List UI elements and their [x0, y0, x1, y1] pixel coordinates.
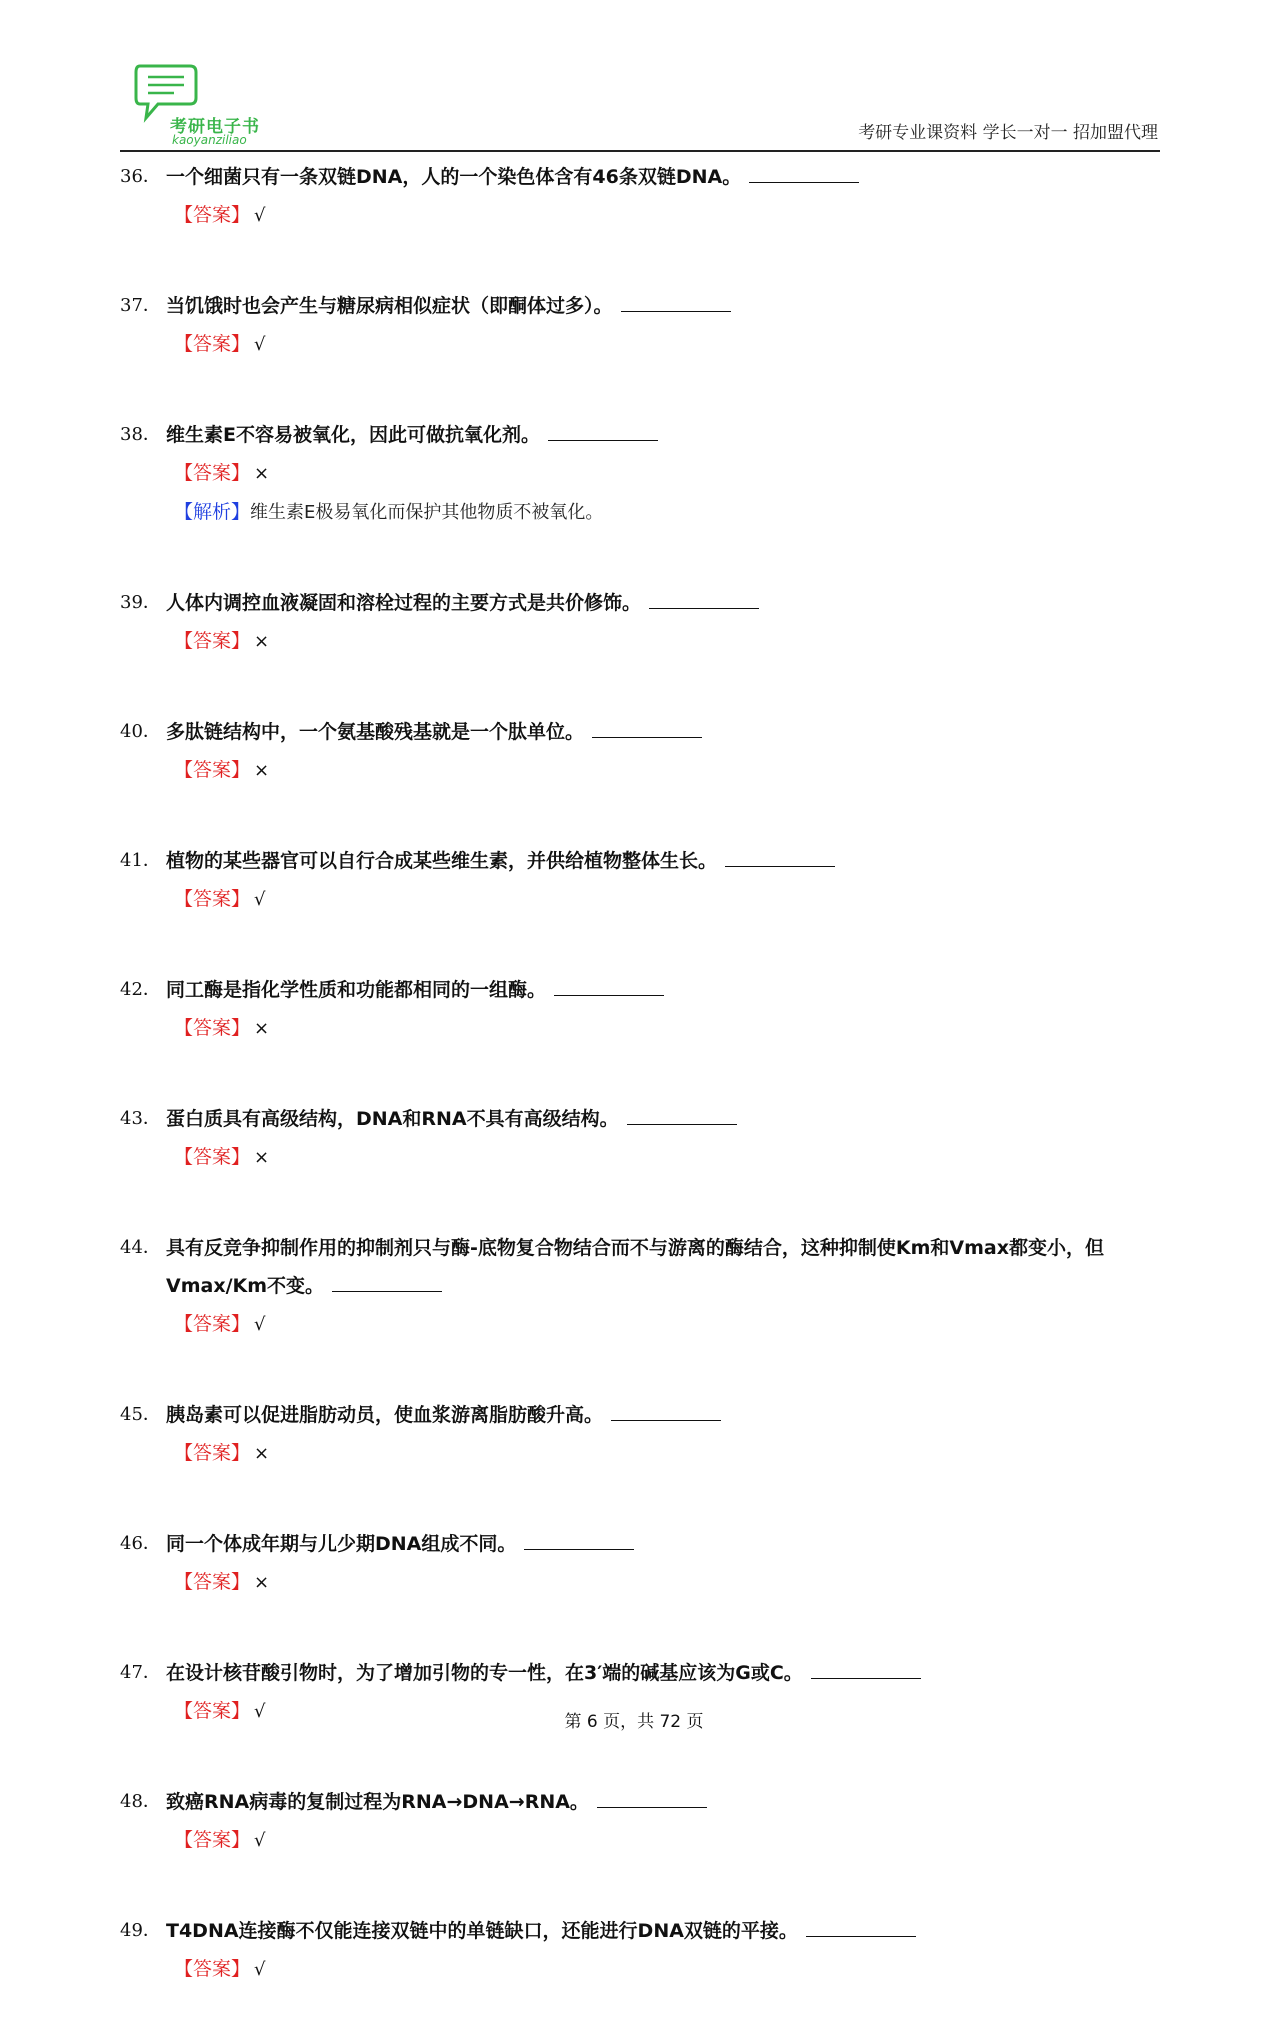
answer-blank: [332, 1271, 442, 1292]
question-item: [120, 713, 1160, 790]
answer-value: ×: [254, 631, 270, 652]
answer-value: √: [254, 1830, 266, 1851]
question-line: [120, 1396, 1160, 1434]
question-item: [120, 287, 1160, 364]
answer-line: [120, 325, 1160, 364]
answer-blank: [749, 162, 859, 183]
question-text: 蛋白质具有高级结构，DNA和RNA不具有高级结构。: [166, 1108, 619, 1130]
answer-label: 【答案】: [174, 759, 251, 781]
logo: [134, 62, 274, 150]
answer-value: √: [254, 889, 266, 910]
question-text: 同一个体成年期与儿少期DNA组成不同。: [166, 1533, 517, 1555]
question-line: [120, 1654, 1160, 1692]
answer-blank: [597, 1787, 707, 1808]
header-divider: [120, 150, 1160, 152]
analysis-line: [120, 493, 1160, 532]
question-item: [120, 1100, 1160, 1177]
question-line: [120, 713, 1160, 751]
answer-label: 【答案】: [174, 1829, 251, 1851]
question-list: [120, 158, 1160, 2041]
question-number: 40．: [120, 721, 161, 742]
question-item: [120, 1525, 1160, 1602]
question-number: 42．: [120, 979, 161, 1000]
answer-label: 【答案】: [174, 1700, 251, 1722]
answer-blank: [611, 1400, 721, 1421]
answer-line: [120, 880, 1160, 919]
question-line: [120, 1229, 1160, 1305]
answer-label: 【答案】: [174, 1017, 251, 1039]
answer-line: [120, 1009, 1160, 1048]
answer-blank: [554, 975, 664, 996]
answer-line: [120, 622, 1160, 661]
answer-line: [120, 1305, 1160, 1344]
answer-blank: [811, 1658, 921, 1679]
answer-value: √: [254, 1314, 266, 1335]
question-text: 致癌RNA病毒的复制过程为RNA→DNA→RNA。: [166, 1791, 589, 1813]
answer-value: √: [254, 1701, 266, 1722]
question-item: [120, 1229, 1160, 1344]
question-text: 具有反竞争抑制作用的抑制剂只与酶-底物复合物结合而不与游离的酶结合，这种抑制使Km和Vmax都变小，但Vmax/Km不变。: [166, 1237, 1104, 1297]
question-number: 46．: [120, 1533, 161, 1554]
answer-blank: [524, 1529, 634, 1550]
answer-value: ×: [254, 1443, 270, 1464]
answer-label: 【答案】: [174, 333, 251, 355]
answer-blank: [806, 1916, 916, 1937]
answer-value: ×: [254, 1018, 270, 1039]
answer-line: [120, 1138, 1160, 1177]
answer-line: [120, 1950, 1160, 1989]
question-item: [120, 842, 1160, 919]
answer-line: [120, 751, 1160, 790]
question-text: 胰岛素可以促进脂肪动员，使血浆游离脂肪酸升高。: [166, 1404, 604, 1426]
question-text: T4DNA连接酶不仅能连接双链中的单链缺口，还能进行DNA双链的平接。: [166, 1920, 798, 1942]
answer-label: 【答案】: [174, 1313, 251, 1335]
question-number: 47．: [120, 1662, 161, 1683]
question-item: [120, 1912, 1160, 1989]
question-number: 48．: [120, 1791, 161, 1812]
question-item: [120, 416, 1160, 532]
answer-value: √: [254, 334, 266, 355]
question-line: [120, 416, 1160, 454]
question-number: 45．: [120, 1404, 161, 1425]
analysis-label: 【解析】: [174, 501, 251, 523]
question-text: 人体内调控血液凝固和溶栓过程的主要方式是共价修饰。: [166, 592, 642, 614]
analysis-text: 维生素E极易氧化而保护其他物质不被氧化。: [250, 502, 604, 523]
answer-label: 【答案】: [174, 1571, 251, 1593]
answer-label: 【答案】: [174, 1146, 251, 1168]
question-item: [120, 1783, 1160, 1860]
answer-value: √: [254, 205, 266, 226]
answer-blank: [649, 588, 759, 609]
question-text: 同工酶是指化学性质和功能都相同的一组酶。: [166, 979, 547, 1001]
answer-blank: [548, 420, 658, 441]
question-text: 在设计核苷酸引物时，为了增加引物的专一性，在3′端的碱基应该为G或C。: [166, 1662, 803, 1684]
answer-line: [120, 454, 1160, 493]
question-line: [120, 842, 1160, 880]
page-number: 第 6 页，共 72 页: [564, 1712, 704, 1732]
question-line: [120, 287, 1160, 325]
question-line: [120, 158, 1160, 196]
question-number: 38．: [120, 424, 161, 445]
question-item: [120, 971, 1160, 1048]
question-number: 36．: [120, 166, 161, 187]
header-tagline: 考研专业课资料 学长一对一 招加盟代理: [858, 123, 1158, 143]
question-line: [120, 584, 1160, 622]
question-line: [120, 1783, 1160, 1821]
answer-value: √: [254, 1959, 266, 1980]
question-line: [120, 1100, 1160, 1138]
page-header: [120, 56, 1160, 156]
answer-value: ×: [254, 760, 270, 781]
answer-value: ×: [254, 1147, 270, 1168]
answer-blank: [592, 717, 702, 738]
question-number: 44．: [120, 1237, 161, 1258]
answer-blank: [627, 1104, 737, 1125]
answer-value: ×: [254, 1572, 270, 1593]
question-line: [120, 1912, 1160, 1950]
question-text: 一个细菌只有一条双链DNA，人的一个染色体含有46条双链DNA。: [166, 166, 742, 188]
question-number: 41．: [120, 850, 161, 871]
question-text: 多肽链结构中，一个氨基酸残基就是一个肽单位。: [166, 721, 585, 743]
answer-line: [120, 1434, 1160, 1473]
answer-label: 【答案】: [174, 462, 251, 484]
answer-value: ×: [254, 463, 270, 484]
answer-blank: [725, 846, 835, 867]
question-number: 39．: [120, 592, 161, 613]
question-item: [120, 158, 1160, 235]
question-item: [120, 1396, 1160, 1473]
question-text: 当饥饿时也会产生与糖尿病相似症状（即酮体过多）。: [166, 295, 613, 317]
question-number: 37．: [120, 295, 161, 316]
answer-blank: [621, 291, 731, 312]
question-text: 维生素E不容易被氧化，因此可做抗氧化剂。: [166, 424, 540, 446]
answer-label: 【答案】: [174, 888, 251, 910]
answer-line: [120, 1563, 1160, 1602]
logo-chinese-name: 考研电子书: [170, 117, 260, 137]
answer-label: 【答案】: [174, 630, 251, 652]
answer-line: [120, 196, 1160, 235]
question-line: [120, 1525, 1160, 1563]
answer-label: 【答案】: [174, 1442, 251, 1464]
question-text: 植物的某些器官可以自行合成某些维生素，并供给植物整体生长。: [166, 850, 718, 872]
question-number: 43．: [120, 1108, 161, 1129]
question-line: [120, 971, 1160, 1009]
answer-label: 【答案】: [174, 1958, 251, 1980]
question-item: [120, 584, 1160, 661]
logo-english-name: kaoyanziliao: [172, 133, 247, 147]
question-number: 49．: [120, 1920, 161, 1941]
answer-label: 【答案】: [174, 204, 251, 226]
answer-line: [120, 1821, 1160, 1860]
